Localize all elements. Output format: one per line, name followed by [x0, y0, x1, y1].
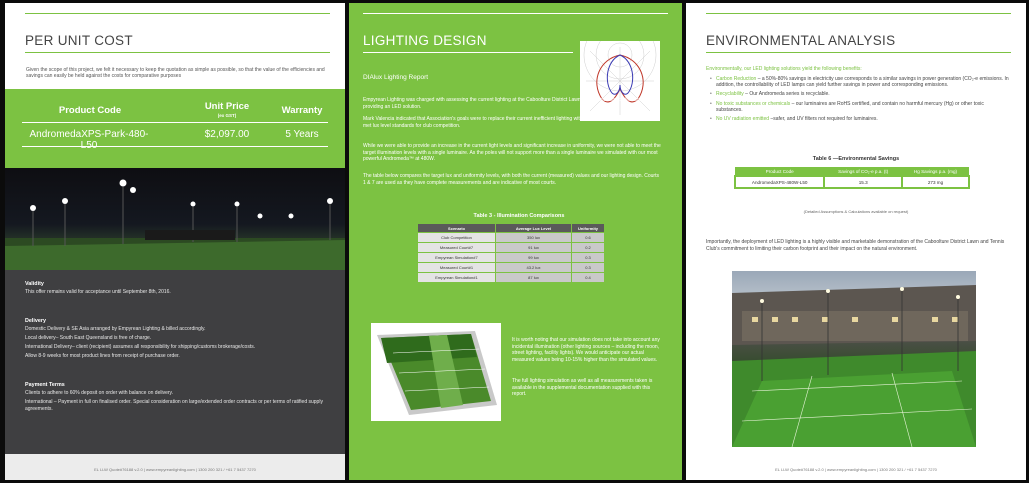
benefits-list: [710, 76, 1010, 125]
benefits-lead: Environmentally, our LED lighting solutions yield the following benefits:: [706, 66, 862, 72]
court-simulation-render: [371, 323, 501, 421]
assumptions-note: (Detailed Assumptions & Calculations available on request): [803, 209, 909, 214]
list-item: [710, 116, 1010, 122]
table-cell: AndromedaXPS-480W-L50: [735, 176, 824, 188]
table-cell: 99 lux: [496, 253, 572, 263]
header-unit-price-sub: (ex GST): [217, 113, 237, 118]
table-header: Scenario: [418, 224, 496, 233]
table-row: [418, 253, 605, 263]
table-cell: 87 lux: [496, 273, 572, 283]
cell-warranty: 5 Years: [285, 129, 319, 140]
delivery-line: Allow 8-9 weeks for most product lines from receipt of purchase order.: [25, 353, 180, 359]
table-cell: 91 lux: [496, 243, 572, 253]
table-header: Product Code: [735, 167, 824, 176]
validity-label: Validity: [25, 281, 44, 287]
page-footer: EL LLW Quote#76188 v.2.0 | www.empyreanlighting.com | 1300 200 321 / +61 7 5437 7270: [94, 467, 256, 472]
delivery-line: Domestic Delivery & SE Asia arranged by Empyrean Lighting & billed accordingly.: [25, 326, 206, 332]
benefit-text: – Our Andromeda series is recyclable.: [743, 91, 830, 98]
table-cell: Measured Court#1: [418, 263, 496, 273]
terms-panel: [5, 270, 345, 454]
table-header: Average Lux Level: [496, 224, 572, 233]
title-underline: [706, 52, 1011, 53]
price-table: [5, 89, 345, 168]
benefit-highlight: No UV radiation emitted: [716, 116, 770, 123]
title-rule: [706, 13, 1011, 14]
tennis-court-night-photo: [5, 168, 345, 270]
paragraph: Importantly, the deployment of LED lighting is a highly visible and marketable demonstration of the Caboolture District Lawn and Tennis Club's commitment to limiting their carbon footprint and their impact on the natural environment.: [706, 239, 1005, 252]
cell-product-code: AndromedaXPS-Park-480-: [29, 129, 149, 140]
title-rule: [25, 13, 330, 14]
table-row: [735, 176, 969, 188]
benefit-highlight: No toxic substances or chemicals: [716, 100, 791, 107]
table-divider-bottom: [22, 146, 328, 147]
table-row: [418, 243, 605, 253]
payment-label: Payment Terms: [25, 382, 65, 388]
page-title: LIGHTING DESIGN: [363, 33, 487, 48]
payment-line: Clients to adhere to 60% deposit on order with balance on delivery.: [25, 390, 174, 396]
table-cell: 0.3: [572, 263, 605, 273]
table-cell: Measured Court#7: [418, 243, 496, 253]
table-cell: 273 mg: [902, 176, 969, 188]
table-cell: 0.4: [572, 273, 605, 283]
title-rule: [363, 13, 668, 14]
delivery-label: Delivery: [25, 318, 46, 324]
table-row: [418, 233, 605, 243]
simulation-note: It is worth noting that our simulation does not take into account any incidental illumination (other lighting sources – including the moon, street lighting, facility lights). We would anticipate our actual measured values being 10-15% higher than the simulated values.: [512, 337, 660, 363]
page-per-unit-cost: [5, 3, 345, 480]
delivery-line: International Delivery– client (recipient) assumes all responsibility for shipping/customs brokerage/costs.: [25, 344, 256, 350]
page-title: ENVIRONMENTAL ANALYSIS: [706, 33, 896, 48]
table-row: [418, 263, 605, 273]
list-item: [710, 76, 1010, 88]
paragraph: The table below compares the target lux and uniformity levels, with both the current (measured) values and our lighting design. Courts 1 & 7 are used as they have complete measurements and are indicative of most courts.: [363, 173, 659, 186]
intro-text: Given the scope of this project, we felt it necessary to keep the quotation as simple as possible, so that the value of the efficiencies and savings can easily be held against the costs for comparative purposes: [26, 67, 325, 80]
tennis-club-photo: [732, 271, 976, 447]
table-cell: 43.2 lux: [496, 263, 572, 273]
payment-line: International – Payment in full on finalised order. Special consideration on large/extended order contracts or per terms of ratified supply agreements.: [25, 399, 323, 413]
header-warranty: Warranty: [281, 105, 323, 116]
table-divider: [22, 122, 328, 123]
page-lighting-design: [349, 3, 682, 480]
page-footer: EL LLW Quote#76188 v.2.0 | www.empyreanlighting.com | 1300 200 321 / +61 7 5437 7270: [775, 467, 937, 472]
table-cell: 0.3: [572, 253, 605, 263]
table-cell: 350 lux: [496, 233, 572, 243]
table-row: [418, 273, 605, 283]
illumination-table: [417, 223, 605, 283]
table-cell: 15.3: [824, 176, 902, 188]
header-product-code: Product Code: [58, 105, 122, 116]
table-cell: Empyrean Simulation#7: [418, 253, 496, 263]
table-cell: Club Competition: [418, 233, 496, 243]
table-cell: Empyrean Simulation#1: [418, 273, 496, 283]
table-cell: 0.2: [572, 243, 605, 253]
table-header: Savings of CO₂-e p.a. (t): [824, 167, 902, 176]
page-title: PER UNIT COST: [25, 33, 133, 48]
environmental-savings-table: [734, 167, 970, 189]
cell-unit-price: $2,097.00: [204, 129, 250, 140]
paragraph: While we were able to provide an increase in the current light levels and significant increase in uniformity, we were not able to meet the target illumination levels with a single luminaire. As the poles will not support more than a single luminaire we simulated with our most powerful Andromeda™ at 480W.: [363, 143, 661, 162]
title-underline: [363, 52, 573, 53]
table-header: Hg Savings p.a. (mg): [902, 167, 969, 176]
benefit-highlight: Recyclability: [716, 91, 744, 98]
delivery-line: Local delivery– South East Queensland is free of charge.: [25, 335, 152, 341]
paragraph: Empyrean Lighting was charged with assessing the current lighting at the Caboolture District Lawn and Tennis Association and providing an LED solution.: [363, 97, 643, 110]
report-subtitle: DIAlux Lighting Report: [363, 74, 429, 81]
benefit-text: – our luminaires are RoHS certified, and contain no harmful mercury (Hg) or other toxic substances.: [716, 100, 984, 113]
table-header: Uniformity: [572, 224, 605, 233]
page-environmental-analysis: [686, 3, 1026, 480]
table3-title: Table 3 - Illumination Comparisons: [473, 213, 565, 219]
benefit-text: –safer, and UV filters not required for luminaires.: [769, 116, 878, 123]
list-item: [710, 91, 1010, 97]
benefit-highlight: Carbon Reduction: [716, 76, 757, 82]
list-item: [710, 101, 1010, 113]
benefit-text: – a 50%-80% savings in electricity use corresponds to a similar savings in power generation (CO₂-e emissions. In addition, the controllability of LED lamps can yield further savings in power and corresponding emissions.: [716, 76, 1009, 89]
validity-text: This offer remains valid for acceptance until September 8th, 2016.: [25, 289, 171, 295]
table-cell: 0.6: [572, 233, 605, 243]
documentation-note: The full lighting simulation as well as all measurements taken is available in the supplemental documentation supplied with this report.: [512, 378, 653, 397]
table6-title: Table 6 —Environmental Savings: [812, 156, 900, 162]
header-unit-price: Unit Price: [204, 101, 250, 112]
paragraph: Mark Valencia indicated that Association's goals were to replace their current inefficient lighting with an LED solution which ideally also met lux level standards for club competition.: [363, 116, 660, 129]
title-underline: [25, 52, 330, 53]
